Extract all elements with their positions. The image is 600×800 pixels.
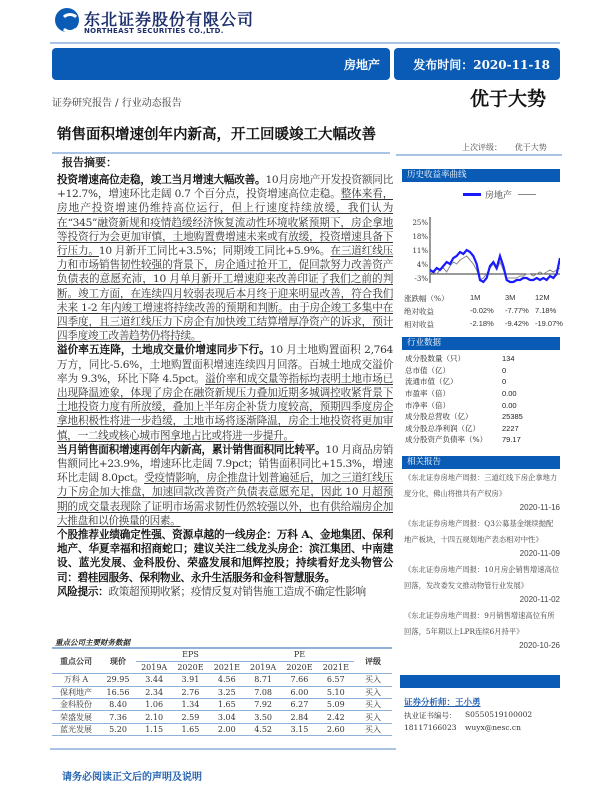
th-eps: EPS (136, 649, 245, 661)
industry-row (405, 365, 555, 377)
table-cell: 1.15 (136, 723, 172, 735)
table-row (52, 674, 392, 686)
industry-value: 0.00 (502, 389, 517, 399)
table-cell: 保利地产 (52, 686, 100, 698)
summary-segment: 个股推荐业绩确定性强、资源卓越的一线房企：万科 A、金地集团、保利地产、华夏幸福和招商蛇口；建议关注二线龙头房企：滨江集团、中南建设、蓝光发展、金科股份、荣盛发展和旭辉控股；持续看好龙头物管公司：碧桂园服务、保利物业、永升生活服务和金科智慧服务。 (57, 529, 393, 584)
history-heading: 历史收益率曲线 (402, 169, 560, 182)
side-divider (396, 154, 562, 156)
table-cell: 6.57 (318, 674, 354, 686)
industry-row (405, 434, 555, 446)
table-cell: 7.36 (100, 711, 136, 723)
header-divider (50, 42, 560, 44)
history-chart (400, 215, 560, 287)
table-cell: 3.04 (209, 711, 245, 723)
summary-paragraph (57, 173, 393, 343)
industry-value: 25385 (502, 412, 523, 422)
table-cell: 1.34 (172, 699, 208, 711)
analyst-cert-label: 执业证书编号： (404, 711, 457, 720)
summary-segment: 投资增速高位走稳，竣工当月增速大幅改善。 (57, 174, 266, 186)
related-report-link[interactable]: 《东北证券房地产周报：10月房企销售增速高位回落，发改委发文推动物管行业发展》 (404, 565, 560, 590)
table-cell: 7.92 (245, 699, 281, 711)
table-cell: 5.09 (318, 699, 354, 711)
related-report-date: 2020-11-09 (519, 549, 560, 558)
summary-segment: 受疫情影响，房企推盘计划普遍延后，加之三道红线压力下房企加大推盘，加速回款改善资产负债表意愿充足，因此 10 月超预期的成交量表现除了证明市场需求韧性仍然较强以外，也有供给端房企加大推盘和以价换量的因素。 (57, 472, 393, 527)
industry-label: 房地产 (343, 57, 380, 72)
table-cell: 2.76 (172, 686, 208, 698)
return-cell: -0.02% (470, 306, 494, 315)
summary-paragraph (57, 585, 393, 599)
related-report-date: 2020-10-26 (519, 641, 560, 650)
company-logo-icon (55, 8, 79, 32)
th-pe: PE (245, 649, 354, 661)
industry-row (405, 353, 555, 365)
th-year: 2020E (172, 661, 208, 673)
related-report-date: 2020-11-02 (519, 595, 560, 604)
footer-divider (50, 748, 396, 750)
table-cell: 4.52 (245, 723, 281, 735)
return-cell: -2.18% (470, 319, 494, 328)
summary-segment: 整体来看，房地产投资增速仍维持高位运行，但上行速度持续放缓，我们认为在“345”融资新规和疫情趋缓经济恢复流动性环境收紧预期下，房企拿地等投资行为会更加审慎，土地购置费增速未来或有放缓，投资增速具备下行压力。 (57, 188, 393, 258)
table-cell: 7.66 (281, 674, 317, 686)
table-cell: 3.44 (136, 674, 172, 686)
analyst-bar (400, 675, 560, 688)
return-cell: 1M (470, 293, 481, 302)
summary-segment: 溢价率五连降，土地成交量价增速同步下行。 (57, 344, 270, 357)
table-cell: 8.40 (100, 699, 136, 711)
chart-legend (463, 188, 536, 201)
table-cell: 4.56 (209, 674, 245, 686)
table-cell: 6.00 (281, 686, 317, 698)
summary-segment: 10 月新开工同比+3.5%；同期竣工同比+5.9%。 (98, 245, 331, 258)
industry-row (405, 376, 555, 388)
footer-disclaimer: 请务必阅读正文后的声明及说明 (62, 772, 202, 783)
table-cell: 5.10 (318, 686, 354, 698)
summary-segment: 10月房地产开发投资额同比+12.7%，增速环比走阔 0.7 个百分点，投资增速高位走稳。 (57, 174, 393, 201)
legend-swatch-ref (518, 194, 536, 195)
table-cell: 2.60 (318, 723, 354, 735)
summary-segment: 10 月商品房销售额同比+23.9%，增速环比走阔 7.9pct；销售面积同比+15.3%，增速环比走阔 8.0pct。 (57, 443, 393, 485)
table-cell: 3.50 (245, 711, 281, 723)
industry-label: 流通市值（亿） (405, 377, 458, 387)
rating: 优于大势 (470, 88, 547, 110)
legend-label: 房地产 (485, 191, 513, 201)
return-cell: 绝对收益 (404, 307, 434, 316)
table-cell: 2.42 (318, 711, 354, 723)
report-category: 证券研究报告 / 行业动态报告 (52, 98, 182, 109)
y-tick-label: 4% (416, 261, 428, 269)
table-cell: 金科股份 (52, 699, 100, 711)
industry-row (405, 388, 555, 400)
return-cell: -9.42% (505, 319, 529, 328)
related-report-date: 2020-11-16 (519, 503, 560, 512)
table-cell: 6.27 (281, 699, 317, 711)
summary-paragraph (57, 528, 393, 585)
industry-row (405, 423, 555, 435)
summary-body (57, 173, 393, 599)
publish-date: 发布时间：2020-11-18 (413, 57, 550, 72)
industry-label: 成分股数量（只） (405, 354, 465, 364)
th-year: 2021E (318, 661, 354, 673)
y-tick-label: -3% (414, 275, 428, 283)
summary-segment: 溢价率和成交量等指标均表明土地市场已出现降温迹象，体现了房企在融资新规压力叠加近期多城调控收紧背景下土地投资力度有所放缓，叠加上半年房企补货力度较高，预期四季度房企拿地积极性将进一步趋缓，土地市场将逐渐降温，房企土地投资将更加审慎，一二线或核心城市图拿地占比或将进一步提升。 (57, 372, 393, 442)
related-reports (404, 470, 560, 654)
th-year: 2020E (281, 661, 317, 673)
table-cell: 3.25 (209, 686, 245, 698)
industry-row (405, 399, 555, 411)
legend-swatch-main (463, 193, 481, 196)
return-cell: -19.07% (535, 319, 563, 328)
summary-segment: 10 月土地购置面积 2,764 万方，同比-5.6%，土地购置面积增速连续四月回落。百城土地成交溢价率为 9.3%，环比下降 4.5pct。 (57, 344, 393, 385)
table-cell: 7.08 (245, 686, 281, 698)
last-rating-value: 优于大势 (514, 143, 547, 152)
summary-segment: 政策超预期收紧；疫情反复对销售施工造成不确定性影响 (108, 585, 366, 598)
financial-table (52, 649, 392, 736)
th-year: 2019A (245, 661, 281, 673)
table-cell: 荣盛发展 (52, 711, 100, 723)
table-cell: 3.15 (281, 723, 317, 735)
related-report-link[interactable]: 《东北证券房地产周报：Q3公募基金继续抛配地产板块，十四五规划地产表态相对中性》 (404, 519, 554, 544)
table-cell: 5.20 (100, 723, 136, 735)
th-rating: 评级 (354, 649, 392, 674)
y-tick-label: 18% (412, 233, 428, 241)
table-cell: 1.65 (209, 699, 245, 711)
table-cell: 2.59 (172, 711, 208, 723)
chart-axes (430, 217, 560, 283)
table-cell: 蓝光发展 (52, 723, 100, 735)
table-cell: 买入 (354, 674, 392, 686)
y-tick-label: 11% (412, 247, 428, 255)
industry-label: 总市值（亿） (405, 365, 450, 375)
summary-segment: 风险提示： (57, 585, 109, 598)
return-cell: 7.18% (535, 306, 557, 315)
industry-value: 134 (502, 354, 515, 364)
table-cell: 3.91 (172, 674, 208, 686)
th-year: 2019A (136, 661, 172, 673)
analyst-phone: 18117166023 (404, 723, 457, 732)
table-cell: 2.34 (136, 686, 172, 698)
summary-segment: 在三道红线压力和市场销售韧性较强的背景下，房企通过抢开工，促回款努力改善资产负债表的意愿充沛，10 月单月新开工增速迎来改善印证了我们之前的判断。竣工方面，在连续四月较弱表现后本月终于迎来明显改善，符合我们未来 1-2 年内竣工增速将持续改善的预期和判断。由于房企竣工多集中在四季度，且三道红线压力下房企有加快竣工结算增厚净资产的诉求，预计四季度竣工改善趋势仍将持续。 (57, 245, 394, 343)
table-row (52, 711, 392, 723)
th-year: 2021E (209, 661, 245, 673)
analyst-email[interactable]: wuyx@nesc.cn (465, 723, 521, 732)
table-cell: 万科 A (52, 674, 100, 686)
table-cell: 2.84 (281, 711, 317, 723)
industry-heading: 行业数据 (402, 337, 560, 350)
table-cell: 16.56 (100, 686, 136, 698)
industry-value: 0 (502, 365, 507, 375)
industry-label: 市净率（倍） (405, 400, 450, 410)
company-name-cn: 东北证券股份有限公司 (84, 10, 255, 29)
publish-banner (394, 48, 560, 80)
last-rating-label: 上次评级： (462, 143, 502, 152)
related-report-link[interactable]: 《东北证券房地产周报：9月销售增速高位有所回落，5年期以上LPR连续6月持平》 (404, 611, 555, 636)
return-cell: 3M (505, 293, 516, 302)
analyst-name[interactable]: 证券分析师：王小勇 (404, 698, 481, 708)
industry-value: 0.00 (502, 400, 517, 410)
table-row (52, 699, 392, 711)
table-cell: 1.06 (136, 699, 172, 711)
industry-row (405, 411, 555, 423)
table-cell: 1.65 (172, 723, 208, 735)
y-tick-label: 25% (412, 219, 428, 227)
return-cell: 12M (535, 293, 550, 302)
industry-label: 市盈率（倍） (405, 389, 450, 399)
company-name-en: NORTHEAST SECURITIES CO.,LTD. (84, 27, 224, 35)
analyst-cert-no: S0550519100002 (465, 710, 533, 719)
industry-value: 79.17 (502, 435, 521, 445)
table-cell: 29.95 (100, 674, 136, 686)
related-report-link[interactable]: 《东北证券房地产周报：三道红线下房企拿地力度分化，佛山将推共有产权房》 (404, 473, 558, 498)
table-row (52, 686, 392, 698)
table-caption: 重点公司主要财务数据 (55, 638, 130, 647)
return-cell: -7.77% (505, 306, 529, 315)
summary-heading: 报告摘要： (62, 156, 117, 169)
table-cell: 买入 (354, 711, 392, 723)
table-cell: 2.00 (209, 723, 245, 735)
summary-paragraph (57, 343, 393, 442)
industry-label: 成分股资产负债率（%） (405, 435, 488, 445)
summary-paragraph (57, 443, 393, 528)
title-divider (52, 152, 390, 154)
summary-segment: 当月销售面积增速再创年内新高，累计销售面积同比转平。 (57, 443, 326, 456)
industry-value: 0 (502, 377, 507, 387)
table-cell: 买入 (354, 686, 392, 698)
th-company: 重点公司 (52, 649, 100, 674)
table-cell: 买入 (354, 699, 392, 711)
industry-label: 成分股总营收（亿） (405, 412, 473, 422)
industry-label: 成分股总净利润（亿） (405, 423, 480, 433)
table-cell: 2.10 (136, 711, 172, 723)
industry-value: 2227 (502, 423, 519, 433)
return-cell: 相对收益 (404, 320, 434, 329)
related-heading: 相关报告 (402, 456, 560, 469)
table-cell: 8.71 (245, 674, 281, 686)
return-cell: 涨跌幅（%） (404, 294, 449, 303)
table-row (52, 723, 392, 735)
last-rating (462, 142, 547, 153)
ref-series-line (430, 256, 560, 280)
th-price: 现价 (100, 649, 136, 674)
table-cell: 买入 (354, 723, 392, 735)
industry-banner (52, 48, 390, 80)
page-title: 销售面积增速创年内新高，开工回暖竣工大幅改善 (57, 126, 376, 143)
